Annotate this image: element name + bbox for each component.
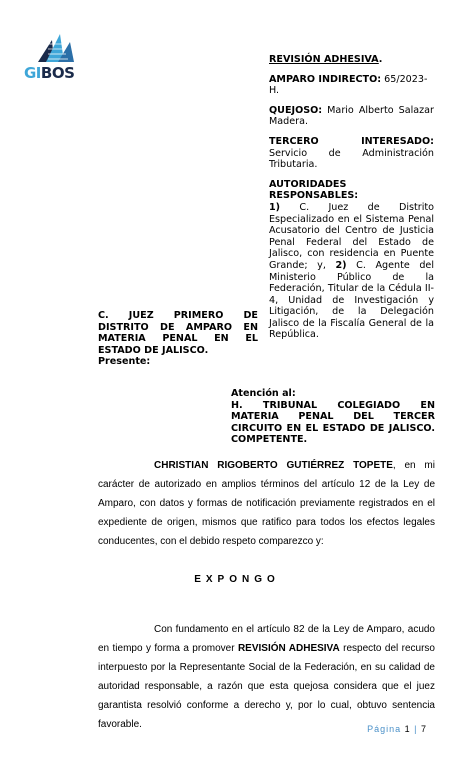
autoridades-list: 1) C. Juez de Distrito Especializado en el Sistema Penal Acusatorio del Centro de Justicia Penal Federal del Estado de Jalisco, con residencia en Puente Grande; y, 2) C. Agente del Ministerio Público de la Federación, Titular de la Cédula II-4, Unidad de Investigación y Litigación, de la Delegación Jalisco de la Fiscalía General de la República. [269,201,434,341]
page-footer: Página 1 | 7 [367,724,427,734]
gibos-logo [24,32,90,84]
building-logo-icon [24,32,90,66]
page-number: 1 [404,724,411,734]
case-header [269,54,434,349]
autoridades-label: AUTORIDADES RESPONSABLES: [269,178,359,202]
author-name: CHRISTIAN RIGOBERTO GUTIÉRREZ TOPETE [154,460,393,471]
judge-name: C. JUEZ PRIMERO DE DISTRITO DE AMPARO EN MATERIA PENAL EN EL ESTADO DE JALISCO. [98,310,258,356]
page-total: 7 [420,724,427,734]
revision-title: REVISIÓN ADHESIVA. [269,54,383,65]
attention-block [231,388,435,446]
judge-addressee [98,310,258,368]
attention-tribunal: H. TRIBUNAL COLEGIADO EN MATERIA PENAL DEL TERCER CIRCUITO EN EL ESTADO DE JALISCO. COMPETENTE. [231,399,435,445]
attention-label: Atención al: [231,388,296,399]
tercero-line: TERCERO INTERESADO: Servicio de Administración Tributaria. [269,135,434,171]
fundamento-paragraph: Con fundamento en el artículo 82 de la Ley de Amparo, acudo en tiempo y forma a promover REVISIÓN ADHESIVA respecto del recurso interpuesto por la Representante Social de la Federación, en su calidad de autoridad responsable, a razón que esta quejosa considera que el juez garantista resolvió conforme a derecho y, por lo cual, obtuvo sentencia favorable. [98,624,435,730]
quejoso-line: QUEJOSO: Mario Alberto Salazar Madera. [269,104,434,128]
amparo-line: AMPARO INDIRECTO: 65/2023-H. [269,73,428,97]
presente-label: Presente: [98,356,151,367]
expongo-heading: EXPONGO [194,574,280,585]
intro-paragraph: CHRISTIAN RIGOBERTO GUTIÉRREZ TOPETE, en mi carácter de autorizado en amplios términos del artículo 12 de la Ley de Amparo, con datos y formas de notificación previamente registrados en el expediente de origen, mismos que ratifico para todos los efectos legales conducentes, con el debido respeto comparezco y: [98,460,435,547]
logo-wordmark: GIBOS [24,64,75,82]
